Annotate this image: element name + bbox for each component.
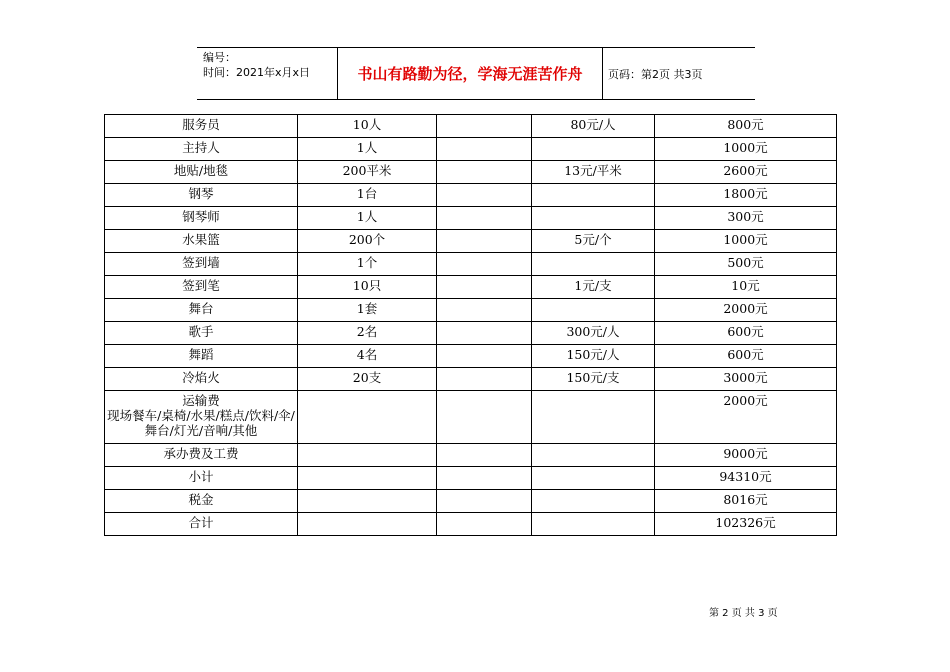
cell-blank [437,138,532,161]
cell-item: 冷焰火 [105,368,298,391]
cell-total: 800元 [655,115,837,138]
table-row [105,276,837,299]
table-row [105,161,837,184]
table-row [105,253,837,276]
cell-blank [437,345,532,368]
table-row [105,138,837,161]
table-row [105,391,837,444]
cell-unit-price: 300元/人 [532,322,655,345]
cell-unit-price [532,467,655,490]
cell-item: 歌手 [105,322,298,345]
cell-qty [298,513,437,536]
cell-item: 服务员 [105,115,298,138]
cell-total: 94310元 [655,467,837,490]
header-page-info: 页码：第2页 共3页 [608,67,703,81]
cell-qty: 1个 [298,253,437,276]
cell-blank [437,276,532,299]
cell-blank [437,253,532,276]
cell-total: 1800元 [655,184,837,207]
cell-unit-price [532,391,655,444]
cell-item: 小计 [105,467,298,490]
cell-item: 钢琴 [105,184,298,207]
cell-item: 承办费及工费 [105,444,298,467]
cell-total: 102326元 [655,513,837,536]
cell-blank [437,391,532,444]
cell-qty [298,444,437,467]
cell-qty [298,490,437,513]
cell-total: 3000元 [655,368,837,391]
cell-qty: 1人 [298,138,437,161]
cell-total: 2600元 [655,161,837,184]
cell-qty: 1台 [298,184,437,207]
cell-unit-price: 1元/支 [532,276,655,299]
cell-total: 1000元 [655,138,837,161]
table-row [105,207,837,230]
number-label: 编号： [203,51,236,64]
cell-qty: 20支 [298,368,437,391]
cell-qty [298,391,437,444]
cell-unit-price [532,253,655,276]
cell-item: 签到笔 [105,276,298,299]
cost-table-body [105,115,837,536]
cell-unit-price [532,513,655,536]
cell-total: 600元 [655,322,837,345]
cell-blank [437,230,532,253]
header-meta [197,48,338,99]
cell-blank [437,444,532,467]
cell-qty: 200平米 [298,161,437,184]
cell-blank [437,207,532,230]
cell-total: 9000元 [655,444,837,467]
cell-blank [437,368,532,391]
cell-unit-price [532,184,655,207]
table-row [105,230,837,253]
cell-unit-price [532,299,655,322]
time-label: 时间：2021年x月x日 [203,66,311,79]
table-row [105,513,837,536]
cell-qty: 10人 [298,115,437,138]
cell-item: 合计 [105,513,298,536]
cell-item: 舞蹈 [105,345,298,368]
cell-qty: 1人 [298,207,437,230]
cell-total: 8016元 [655,490,837,513]
cell-item: 水果篮 [105,230,298,253]
cell-unit-price [532,138,655,161]
table-row [105,184,837,207]
cell-item: 舞台 [105,299,298,322]
cell-total: 1000元 [655,230,837,253]
cell-item: 钢琴师 [105,207,298,230]
cell-qty: 4名 [298,345,437,368]
cell-item: 运输费 现场餐车/桌椅/水果/糕点/饮料/伞/舞台/灯光/音响/其他 [105,391,298,444]
cell-item: 税金 [105,490,298,513]
cell-blank [437,161,532,184]
cell-blank [437,490,532,513]
cell-blank [437,115,532,138]
table-row [105,490,837,513]
cell-blank [437,322,532,345]
cell-total: 500元 [655,253,837,276]
cell-qty: 1套 [298,299,437,322]
cost-table [104,114,837,536]
cell-unit-price: 80元/人 [532,115,655,138]
cell-total: 300元 [655,207,837,230]
cell-qty [298,467,437,490]
cell-total: 10元 [655,276,837,299]
cell-unit-price: 150元/支 [532,368,655,391]
cell-blank [437,299,532,322]
cell-qty: 2名 [298,322,437,345]
cell-unit-price [532,444,655,467]
cell-blank [437,513,532,536]
table-row [105,322,837,345]
table-row [105,368,837,391]
table-row [105,345,837,368]
cell-unit-price: 5元/个 [532,230,655,253]
table-row [105,467,837,490]
cell-item: 地贴/地毯 [105,161,298,184]
cell-unit-price: 13元/平米 [532,161,655,184]
table-row [105,115,837,138]
header-motto: 书山有路勤为径，学海无涯苦作舟 [338,48,603,99]
cell-item: 主持人 [105,138,298,161]
page-footer: 第 2 页 共 3 页 [709,608,778,619]
cell-item: 签到墙 [105,253,298,276]
cell-total: 2000元 [655,391,837,444]
cell-total: 2000元 [655,299,837,322]
cell-unit-price: 150元/人 [532,345,655,368]
cell-qty: 10只 [298,276,437,299]
page-header [197,47,755,100]
cell-blank [437,184,532,207]
table-row [105,299,837,322]
cell-unit-price [532,207,655,230]
cell-unit-price [532,490,655,513]
cell-total: 600元 [655,345,837,368]
table-row [105,444,837,467]
cell-qty: 200个 [298,230,437,253]
cell-blank [437,467,532,490]
